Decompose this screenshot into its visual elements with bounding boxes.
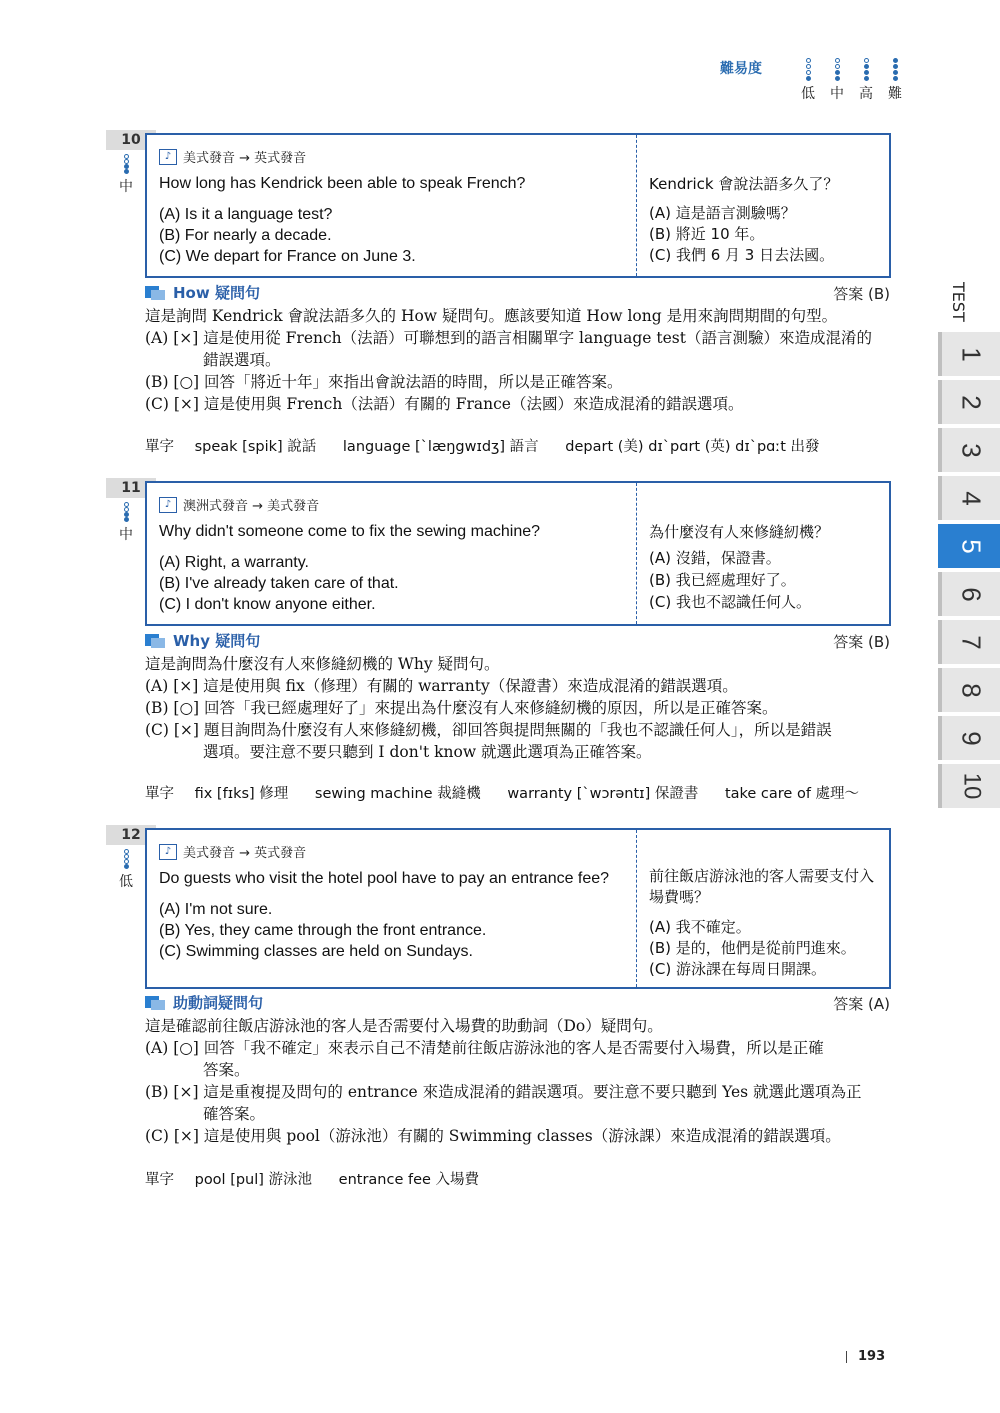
accent-row [159, 842, 306, 861]
explanation [145, 653, 895, 763]
tab-test-3[interactable]: 3 [938, 428, 1000, 472]
question-type: How 疑問句 [173, 284, 260, 302]
option-en: (B) Yes, they came through the front entrance. [159, 922, 487, 939]
difficulty-label: 低 [119, 874, 133, 890]
tab-test-7[interactable]: 7 [938, 620, 1000, 664]
explanation-line: 確答案。 [203, 1105, 266, 1123]
vocab-item: take care of 處理～ [724, 786, 860, 802]
option-zh: (B) 我已經處理好了。 [649, 571, 796, 589]
explanation-line: (C) [×] 這是使用與 pool（游泳池）有關的 Swimming classes（游泳課）來造成混淆的錯誤選項。 [145, 1127, 841, 1145]
question-box [145, 481, 891, 626]
explanation-line: (B) [○] 回答「將近十年」來指出會說法語的時間，所以是正確答案。 [145, 373, 623, 391]
accent-label: 美式發音 → 英式發音 [183, 151, 307, 166]
test-label: TEST [949, 282, 968, 322]
legend-label: 低 [801, 86, 815, 102]
vocabulary-row [145, 1168, 501, 1189]
question-zh: 前往飯店游泳池的客人需要支付入場費嗎？ [649, 867, 875, 906]
option-en: (A) I'm not sure. [159, 901, 273, 918]
explanation-line: 答案。 [203, 1061, 250, 1079]
audio-track-icon[interactable]: ♪ [159, 844, 177, 860]
question-type-bar [145, 992, 263, 1013]
legend-label: 中 [830, 86, 844, 102]
option-zh: (C) 游泳課在每周日開課。 [649, 960, 826, 978]
divider [636, 483, 637, 624]
tab-test-5[interactable]: 5 [938, 524, 1000, 568]
audio-track-icon[interactable]: ♪ [159, 149, 177, 165]
question-difficulty [117, 502, 135, 544]
tab-test-4[interactable]: 4 [938, 476, 1000, 520]
answer-label: 答案 (B) [833, 633, 890, 651]
legend-dots-icon [856, 58, 876, 81]
vocab-item: speak [spik] 說話 [194, 439, 317, 455]
page-number-divider [846, 1351, 847, 1363]
question-number: 11 [106, 478, 156, 498]
accent-row [159, 147, 306, 166]
divider [636, 830, 637, 987]
explanation-line: 錯誤選項。 [203, 351, 281, 369]
option-zh: (C) 我們 6 月 3 日去法國。 [649, 246, 835, 264]
tab-test-9[interactable]: 9 [938, 716, 1000, 760]
explanation-line: (A) [×] 這是使用與 fix（修理）有關的 warranty（保證書）來造成混淆的錯誤選項。 [145, 677, 738, 695]
explanation [145, 1015, 895, 1147]
question-en: Why didn't someone come to fix the sewing machine? [159, 523, 541, 540]
option-en: (A) Is it a language test? [159, 206, 333, 223]
question-zh: 為什麼沒有人來修縫紉機？ [649, 523, 830, 541]
option-zh: (C) 我也不認識任何人。 [649, 593, 811, 611]
option-en: (C) I don't know anyone either. [159, 596, 376, 613]
question-number: 10 [106, 130, 156, 150]
explanation-line: 這是詢問為什麼沒有人來修縫紉機的 Why 疑問句。 [145, 655, 500, 673]
vocabulary-row [145, 435, 842, 456]
option-en: (C) We depart for France on June 3. [159, 248, 416, 265]
option-zh: (A) 我不確定。 [649, 918, 751, 936]
accent-label: 澳洲式發音 → 美式發音 [183, 499, 320, 514]
legend-level-mid [827, 58, 847, 103]
explanation-line: (B) [×] 這是重複提及問句的 entrance 來造成混淆的錯誤選項。要注意不要只聽到 Yes 就選此選項為正 [145, 1083, 862, 1101]
legend-label: 難 [888, 86, 902, 102]
question-type: 助動詞疑問句 [173, 994, 264, 1012]
legend-level-high [856, 58, 876, 103]
tab-test-8[interactable]: 8 [938, 668, 1000, 712]
question-number: 12 [106, 825, 156, 845]
explanation-line: (C) [×] 這是使用與 French（法語）有關的 France（法國）來造成混淆的錯誤選項。 [145, 395, 744, 413]
vocab-item: sewing machine 裁縫機 [314, 786, 481, 802]
answer-label: 答案 (A) [833, 995, 890, 1013]
legend-level-hard [885, 58, 905, 103]
vocabulary-row [145, 782, 881, 803]
legend-dots-icon [827, 58, 847, 81]
legend-dots-icon [798, 58, 818, 81]
legend-dots-icon [885, 58, 905, 81]
accent-row [159, 495, 319, 514]
difficulty-label: 中 [119, 527, 133, 543]
vocab-label: 單字 [145, 1172, 174, 1188]
question-type: Why 疑問句 [173, 632, 261, 650]
explanation-line: 這是確認前往飯店游泳池的客人是否需要付入場費的助動詞（Do）疑問句。 [145, 1017, 663, 1035]
vocab-item: depart (美) dɪˋpɑrt (英) dɪˋpɑːt 出發 [565, 439, 820, 455]
option-en: (B) I've already taken care of that. [159, 575, 399, 592]
page-number: 193 [858, 1349, 886, 1364]
question-difficulty [117, 154, 135, 196]
question-box [145, 133, 891, 278]
audio-track-icon[interactable]: ♪ [159, 497, 177, 513]
tab-test-2[interactable]: 2 [938, 380, 1000, 424]
question-type-bar [145, 630, 260, 651]
option-zh: (B) 將近 10 年。 [649, 225, 765, 243]
vocab-item: pool [pul] 游泳池 [194, 1172, 313, 1188]
option-en: (B) For nearly a decade. [159, 227, 332, 244]
answer-label: 答案 (B) [833, 285, 890, 303]
tab-test-6[interactable]: 6 [938, 572, 1000, 616]
vocab-item: warranty [ˋwɔrəntɪ] 保證書 [507, 786, 699, 802]
option-en: (A) Right, a warranty. [159, 554, 309, 571]
section-marker-icon [145, 996, 165, 1010]
vocab-item: fix [fɪks] 修理 [194, 786, 289, 802]
tab-test-1[interactable]: 1 [938, 332, 1000, 376]
legend-label: 高 [859, 86, 873, 102]
vocab-label: 單字 [145, 786, 174, 802]
tab-test-10[interactable]: 10 [938, 764, 1000, 808]
explanation-line: (B) [○] 回答「我已經處理好了」來提出為什麼沒有人來修縫紉機的原因，所以是正確答案。 [145, 699, 778, 717]
accent-label: 美式發音 → 英式發音 [183, 846, 307, 861]
difficulty-legend-title: 難易度 [720, 61, 762, 77]
option-zh: (A) 這是語言測驗嗎？ [649, 204, 796, 222]
explanation-line: (A) [○] 回答「我不確定」來表示自己不清楚前往飯店游泳池的客人是否需要付入場費，所以是正確 [145, 1039, 824, 1057]
legend-level-low [798, 58, 818, 103]
question-en: How long has Kendrick been able to speak French? [159, 175, 526, 192]
explanation-line: (A) [×] 這是使用從 French（法語）可聯想到的語言相關單字 language test（語言測驗）來造成混淆的 [145, 329, 872, 347]
vocab-item: entrance fee 入場費 [338, 1172, 480, 1188]
section-marker-icon [145, 286, 165, 300]
option-zh: (B) 是的，他們是從前門進來。 [649, 939, 856, 957]
question-type-bar [145, 282, 260, 303]
vocab-label: 單字 [145, 439, 174, 455]
difficulty-label: 中 [119, 179, 133, 195]
explanation-line: 這是詢問 Kendrick 會說法語多久的 How 疑問句。應該要知道 How long 是用來詢問期間的句型。 [145, 307, 838, 325]
explanation-line: 選項。要注意不要只聽到 I don't know 就選此選項為正確答案。 [203, 743, 652, 761]
section-marker-icon [145, 634, 165, 648]
question-en: Do guests who visit the hotel pool have to pay an entrance fee? [159, 870, 610, 887]
question-zh: Kendrick 會說法語多久了？ [649, 175, 839, 193]
option-zh: (A) 沒錯，保證書。 [649, 549, 781, 567]
question-box [145, 828, 891, 989]
divider [636, 135, 637, 276]
option-en: (C) Swimming classes are held on Sundays. [159, 943, 473, 960]
explanation-line: (C) [×] 題目詢問為什麼沒有人來修縫紉機，卻回答與提問無關的「我也不認識任何人」，所以是錯誤 [145, 721, 832, 739]
vocab-item: language [ˋlæŋgwɪdʒ] 語言 [342, 439, 539, 455]
explanation [145, 305, 895, 415]
question-difficulty [117, 849, 135, 891]
